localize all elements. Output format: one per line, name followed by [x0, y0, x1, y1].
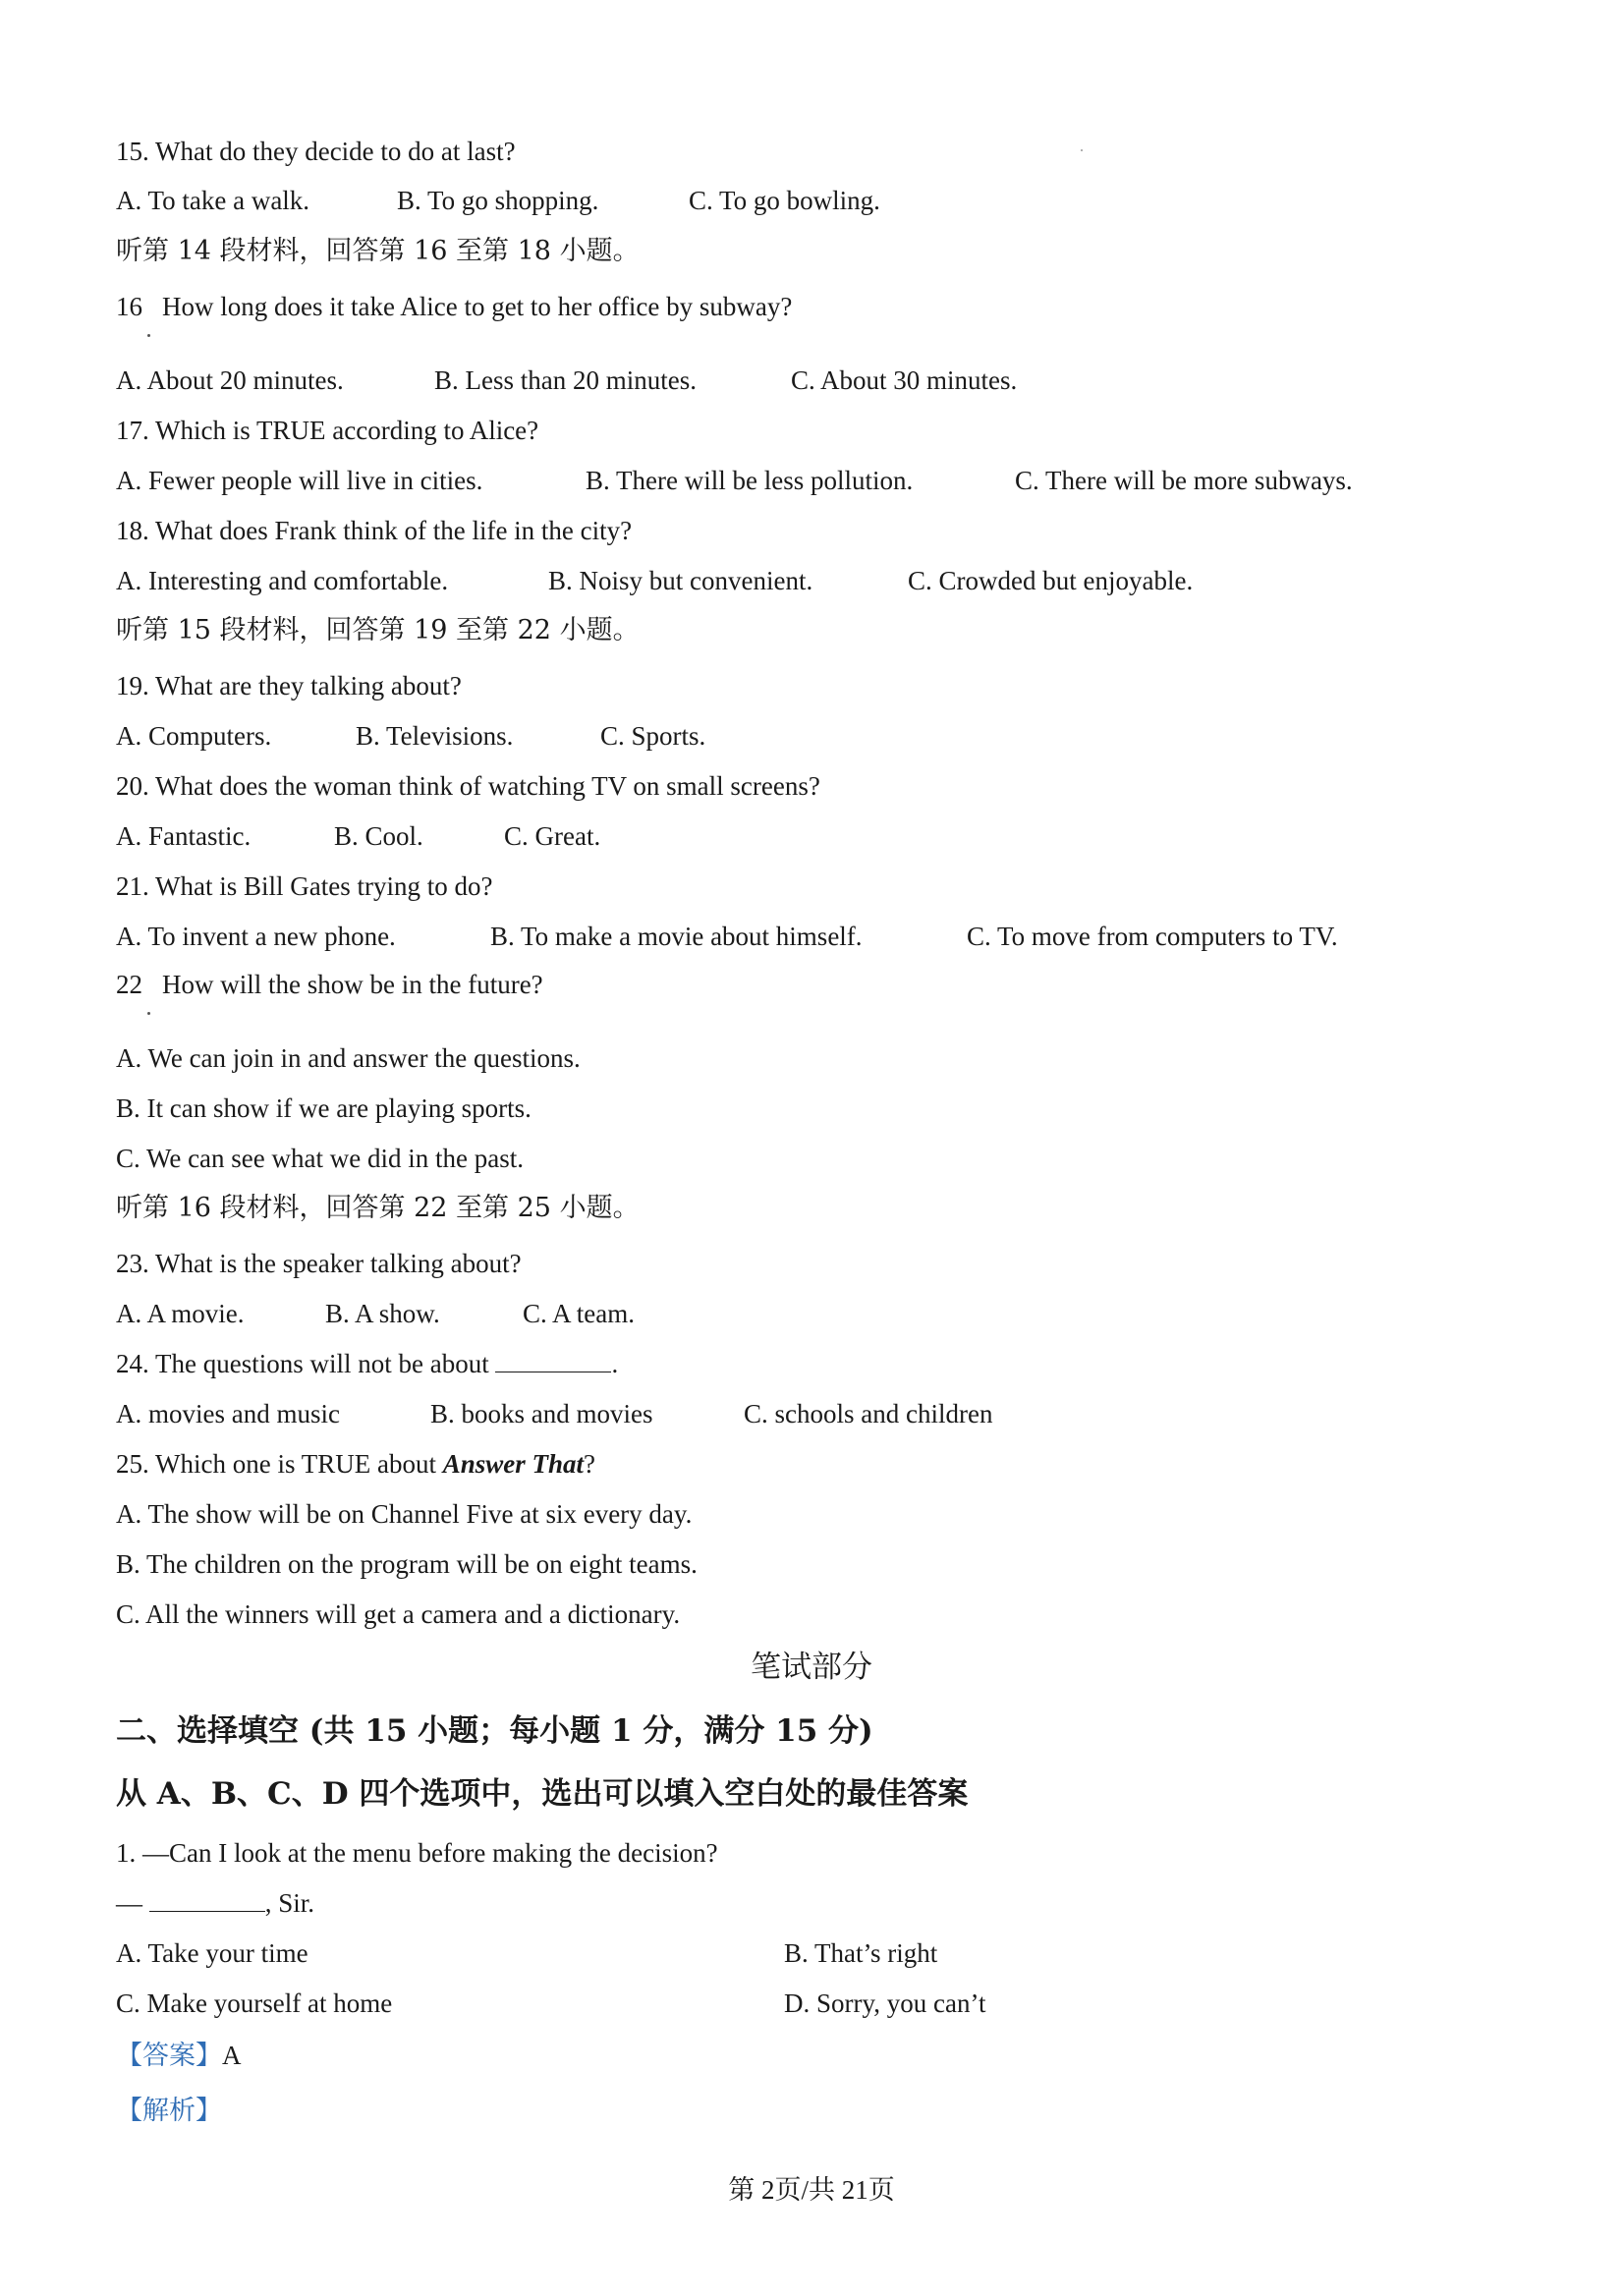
question-22-option-a: A. We can join in and answer the questions.: [116, 1043, 581, 1073]
answer-label: 【答案】: [116, 2041, 222, 2071]
answer-blank: [495, 1348, 611, 1372]
option-b: B. To go shopping.: [397, 186, 599, 215]
option-c: C. To go bowling.: [689, 186, 880, 215]
option-a: A. Fewer people will live in cities.: [116, 466, 483, 495]
question-25: [116, 1447, 595, 1481]
decorative-dot: [147, 334, 150, 337]
question-20-options: [116, 819, 600, 853]
option-c: C. To move from computers to TV.: [967, 922, 1338, 951]
question-16: [116, 290, 792, 323]
option-c: C. Make yourself at home: [116, 1988, 393, 2018]
option-a: A. A movie.: [116, 1299, 245, 1328]
option-c: C. Sports.: [600, 721, 706, 751]
question-text: 25. Which one is TRUE about: [116, 1449, 436, 1479]
question-18-options: [116, 564, 1193, 597]
question-number: 22: [116, 970, 142, 999]
question-20: 20. What does the woman think of watching TV on small screens?: [116, 771, 820, 801]
option-b: B. To make a movie about himself.: [490, 922, 863, 951]
option-a: A. Fantastic.: [116, 821, 252, 851]
option-c: C. A team.: [523, 1299, 635, 1328]
option-b: B. Noisy but convenient.: [548, 566, 813, 595]
section-2-title: 二、选择填空 (共 15 小题；每小题 1 分，满分 15 分): [116, 1713, 873, 1749]
option-b: B. books and movies: [430, 1399, 653, 1428]
question-21-options: [116, 920, 1338, 953]
program-name: Answer That: [442, 1449, 585, 1479]
question-23-options: [116, 1297, 635, 1330]
listening-section-15-instruction: 听第 15 段材料，回答第 19 至第 22 小题。: [116, 615, 640, 645]
question-15: 15. What do they decide to do at last?: [116, 137, 516, 166]
section-2-instruction: 从 A、B、C、D 四个选项中，选出可以填入空白处的最佳答案: [116, 1776, 969, 1812]
option-a: A. Take your time: [116, 1938, 308, 1968]
question-end: ?: [584, 1449, 595, 1479]
analysis-label: 【解析】: [116, 2096, 222, 2126]
question-24: [116, 1347, 618, 1380]
option-a: A. To take a walk.: [116, 186, 310, 215]
option-d: D. Sorry, you can’t: [784, 1988, 986, 2018]
question-25-option-b: B. The children on the program will be on eight teams.: [116, 1549, 698, 1579]
question-number: 16: [116, 292, 142, 321]
option-c: C. Great.: [504, 821, 601, 851]
question-21: 21. What is Bill Gates trying to do?: [116, 871, 493, 901]
question-19-options: [116, 719, 705, 753]
question-text: How long does it take Alice to get to her office by subway?: [162, 292, 793, 321]
question-25-option-c: C. All the winners will get a camera and a dictionary.: [116, 1599, 681, 1629]
option-b: B. There will be less pollution.: [586, 466, 914, 495]
option-a: A. About 20 minutes.: [116, 365, 344, 395]
option-c: C. There will be more subways.: [1015, 466, 1353, 495]
written-question-1-options-row-1: [116, 1936, 937, 1970]
decorative-dot: [1081, 149, 1083, 151]
written-question-1-options-row-2: [116, 1987, 985, 2020]
question-17: 17. Which is TRUE according to Alice?: [116, 416, 539, 445]
analysis-line: [116, 2094, 222, 2128]
answer-value: A: [222, 2041, 242, 2070]
option-b: B. That’s right: [784, 1938, 938, 1968]
question-17-options: [116, 464, 1353, 497]
option-b: B. Cool.: [334, 821, 423, 851]
question-end: .: [611, 1349, 619, 1378]
option-c: C. schools and children: [744, 1399, 993, 1428]
question-23: 23. What is the speaker talking about?: [116, 1249, 522, 1278]
question-19: 19. What are they talking about?: [116, 671, 462, 700]
option-a: A. Interesting and comfortable.: [116, 566, 449, 595]
option-c: C. Crowded but enjoyable.: [908, 566, 1194, 595]
option-b: B. Less than 20 minutes.: [434, 365, 697, 395]
decorative-dot: [147, 1012, 150, 1015]
question-22-option-c: C. We can see what we did in the past.: [116, 1144, 524, 1173]
reply-end: , Sir.: [264, 1888, 315, 1918]
listening-section-14-instruction: 听第 14 段材料，回答第 16 至第 18 小题。: [116, 236, 640, 266]
page-footer: 第 2页/共 21页: [728, 2175, 895, 2205]
option-c: C. About 30 minutes.: [791, 365, 1018, 395]
question-18: 18. What does Frank think of the life in the city?: [116, 516, 633, 545]
written-part-title: 笔试部分: [751, 1650, 872, 1685]
answer-blank: [149, 1887, 265, 1912]
question-text: How will the show be in the future?: [162, 970, 543, 999]
question-25-option-a: A. The show will be on Channel Five at six every day.: [116, 1499, 693, 1529]
option-a: A. Computers.: [116, 721, 272, 751]
question-22-option-b: B. It can show if we are playing sports.: [116, 1093, 532, 1123]
option-a: A. movies and music: [116, 1399, 340, 1428]
option-a: A. To invent a new phone.: [116, 922, 396, 951]
question-24-options: [116, 1397, 992, 1430]
listening-section-16-instruction: 听第 16 段材料，回答第 22 至第 25 小题。: [116, 1193, 640, 1223]
written-question-1-reply: [116, 1886, 314, 1920]
answer-line: [116, 2039, 242, 2073]
question-text: 24. The questions will not be about: [116, 1349, 489, 1378]
question-15-options: [116, 184, 880, 217]
question-16-options: [116, 364, 1017, 397]
written-question-1: 1. —Can I look at the menu before making the decision?: [116, 1838, 718, 1868]
option-b: B. Televisions.: [356, 721, 514, 751]
dash: —: [116, 1888, 142, 1918]
question-22: [116, 968, 543, 1001]
option-b: B. A show.: [325, 1299, 440, 1328]
